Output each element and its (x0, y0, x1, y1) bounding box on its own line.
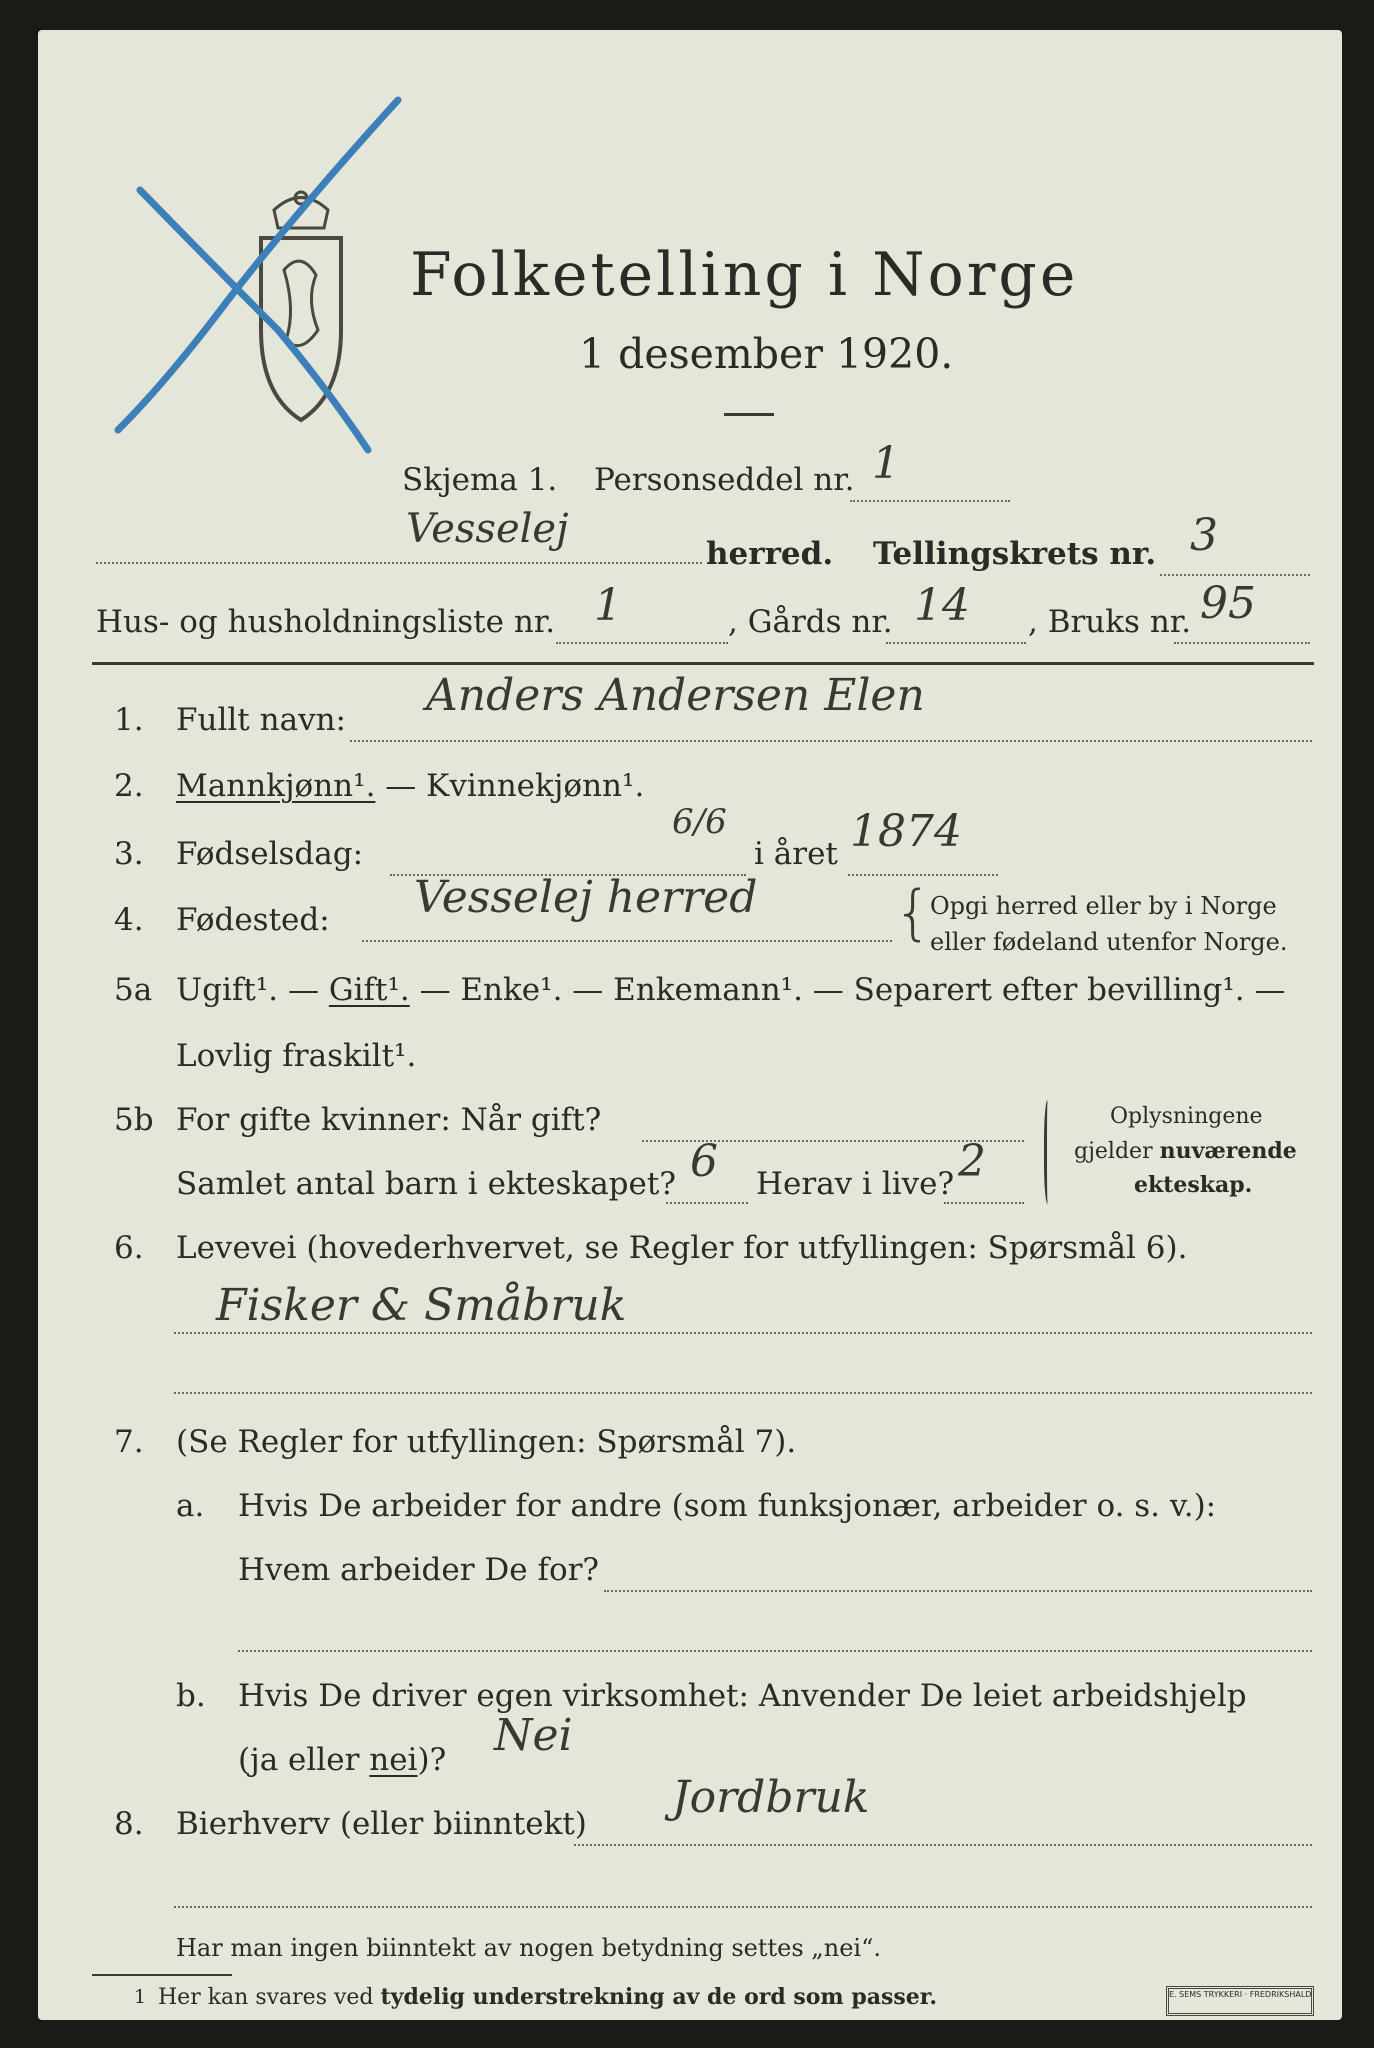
q2-gender-options (176, 768, 644, 804)
q4-note-line1: Opgi herred eller by i Norge (930, 892, 1277, 920)
footer-note: Har man ingen biinntekt av nogen betydning settes „nei“. (176, 1934, 881, 1962)
q5a-gift-option[interactable]: Gift¹. (328, 972, 410, 1008)
gaards-label: , Gårds nr. (728, 604, 893, 640)
q4-note-line2: eller fødeland utenfor Norge. (930, 928, 1288, 956)
bruks-value[interactable]: 95 (1200, 578, 1256, 629)
q7a-text: Hvis De arbeider for andre (som funksjonær, arbeider o. s. v.): (238, 1488, 1217, 1524)
title-divider (724, 413, 774, 416)
header-divider (92, 662, 1314, 665)
gaards-value[interactable]: 14 (914, 580, 970, 631)
q6-field-line2 (174, 1392, 1312, 1394)
q5a-lovlig-fraskilt-option[interactable]: Lovlig fraskilt¹. (176, 1038, 417, 1074)
q2-separator: — (375, 768, 427, 804)
q5b-number: 5b (114, 1102, 154, 1138)
herred-label: herred. (706, 536, 834, 572)
blue-pencil-cross-mark (98, 90, 418, 490)
q1-label: Fullt navn: (176, 702, 346, 738)
q5a-separator: — (278, 972, 329, 1008)
q5b-alive-label: Herav i live? (756, 1166, 955, 1202)
q4-brace: { (894, 878, 933, 948)
personseddel-value[interactable]: 1 (872, 438, 900, 489)
q8-side-income-value[interactable]: Jordbruk (672, 1772, 870, 1823)
q7-number: 7. (114, 1424, 144, 1460)
q4-birthplace-value[interactable]: Vesselej herred (414, 872, 758, 923)
q7b-value[interactable]: Nei (494, 1710, 573, 1761)
q7-label: (Se Regler for utfyllingen: Spørsmål 7). (176, 1424, 797, 1460)
q2-female-option[interactable]: Kvinnekjønn¹. (426, 768, 645, 804)
footnote-divider (92, 1974, 232, 1976)
q1-full-name-value[interactable]: Anders Andersen Elen (426, 670, 925, 721)
q3-label: Fødselsdag: (176, 836, 364, 872)
q7b-yes-no-label: (ja eller nei)? (238, 1742, 447, 1778)
q3-birth-year-value[interactable]: 1874 (850, 806, 962, 857)
q3-year-label: i året (754, 836, 838, 872)
q5b-bracket (1044, 1100, 1053, 1204)
q3-number: 3. (114, 836, 144, 872)
q1-number: 1. (114, 702, 144, 738)
q3-year-field-line (848, 874, 998, 876)
personseddel-field-line (850, 500, 1010, 502)
printer-stamp: E. SEMS TRYKKERI · FREDRIKSHALD (1166, 1986, 1314, 2016)
q7b-nei-option[interactable]: nei (369, 1742, 418, 1778)
q7a-employer-label: Hvem arbeider De for? (238, 1552, 600, 1588)
q5b-children-field-line (666, 1202, 748, 1204)
q7b-text: Hvis De driver egen virksomhet: Anvender De leiet arbeidshjelp (238, 1678, 1247, 1714)
tellingskrets-value[interactable]: 3 (1190, 510, 1218, 561)
census-form-sheet (38, 30, 1342, 2020)
q5a-options (176, 972, 1285, 1008)
q5a-other-options[interactable]: — Enke¹. — Enkemann¹. — Separert efter bevilling¹. — (409, 972, 1286, 1008)
tellingskrets-label: Tellingskrets nr. (873, 536, 1157, 572)
q7a-employer-field-line2 (238, 1650, 1312, 1652)
footnote-number: 1 (134, 1986, 147, 2008)
footnote-text: Her kan svares ved tydelig understrekning av de ord som passer. (158, 1984, 938, 2010)
q5b-note-line2: gjelder nuværende (1074, 1138, 1297, 1164)
q3-birthday-value[interactable]: 6/6 (672, 802, 727, 842)
bruks-field-line (1174, 642, 1310, 644)
q6-occupation-value[interactable]: Fisker & Småbruk (216, 1280, 627, 1331)
herred-value[interactable]: Vesselej (406, 506, 569, 552)
schema-label: Skjema 1. (402, 462, 558, 498)
q5b-alive-value[interactable]: 2 (958, 1136, 986, 1187)
bruks-label: , Bruks nr. (1028, 604, 1192, 640)
q8-label: Bierhverv (eller biinntekt) (176, 1806, 587, 1842)
personseddel-label: Personseddel nr. (594, 462, 855, 498)
q7b-letter: b. (176, 1678, 206, 1714)
gaards-field-line (886, 642, 1026, 644)
q6-number: 6. (114, 1230, 144, 1266)
q5b-children-label: Samlet antal barn i ekteskapet? (176, 1166, 676, 1202)
hus-label: Hus- og husholdningsliste nr. (96, 604, 556, 640)
q5b-note-line1: Oplysningene (1110, 1104, 1263, 1129)
q8-field-line1 (574, 1844, 1312, 1846)
q5b-children-value[interactable]: 6 (690, 1136, 718, 1187)
hus-field-line (556, 642, 728, 644)
q2-male-option[interactable]: Mannkjønn¹. (176, 768, 376, 804)
q5a-number: 5a (114, 972, 153, 1008)
q4-label: Fødested: (176, 902, 330, 938)
q5b-alive-field-line (944, 1202, 1024, 1204)
q4-number: 4. (114, 902, 144, 938)
q7a-letter: a. (176, 1488, 205, 1524)
q1-field-line (350, 740, 1312, 742)
q8-number: 8. (114, 1806, 144, 1842)
q5b-married-when-label: For gifte kvinner: Når gift? (176, 1102, 602, 1138)
hus-value[interactable]: 1 (594, 580, 622, 631)
form-title: Folketelling i Norge (410, 240, 1079, 310)
census-date: 1 desember 1920. (579, 330, 954, 378)
tellingskrets-field-line (1160, 574, 1310, 576)
q5b-note-line3: ekteskap. (1134, 1172, 1253, 1198)
q5a-ugift-option[interactable]: Ugift¹. (176, 972, 279, 1008)
q2-number: 2. (114, 768, 144, 804)
herred-field-line (96, 562, 702, 564)
q4-field-line (362, 940, 892, 942)
q7a-employer-field-line1 (604, 1590, 1312, 1592)
q6-label: Levevei (hovederhvervet, se Regler for utfyllingen: Spørsmål 6). (176, 1230, 1188, 1266)
q8-field-line2 (174, 1906, 1312, 1908)
q6-field-line1 (174, 1332, 1312, 1334)
